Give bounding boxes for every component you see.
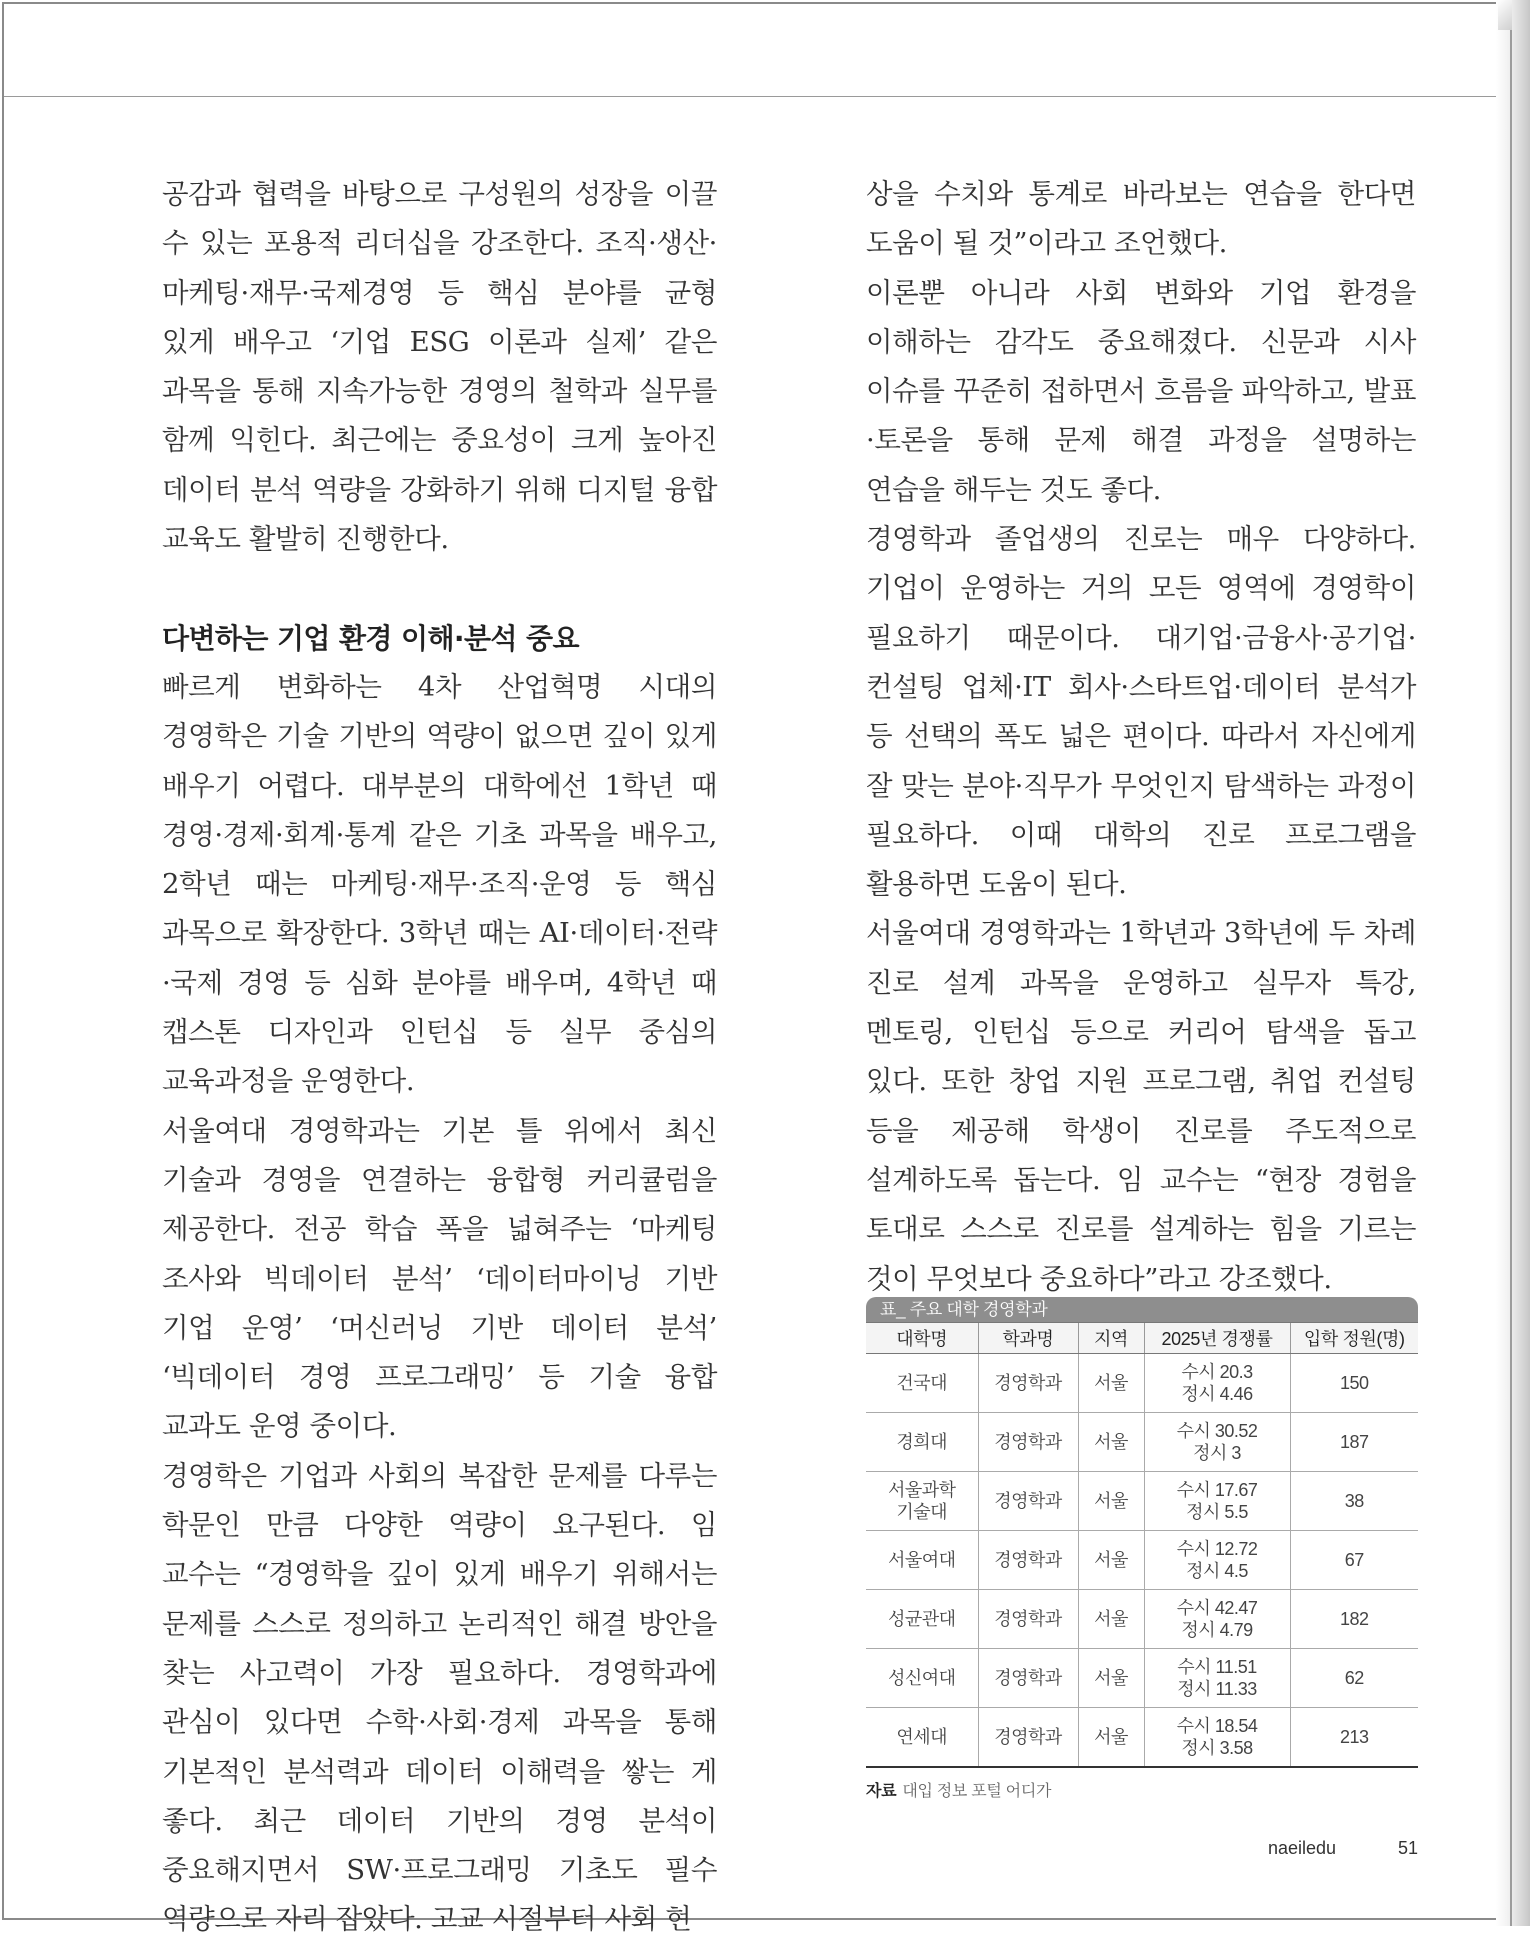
regular-rate: 정시 4.46	[1181, 1384, 1253, 1404]
competition-rate-cell	[1144, 1531, 1290, 1590]
regular-rate: 정시 4.79	[1181, 1620, 1253, 1640]
regular-rate: 정시 4.5	[1186, 1561, 1248, 1581]
table-row	[866, 1531, 1418, 1590]
region-cell: 서울	[1078, 1531, 1144, 1590]
footer-brand: naeiledu	[1268, 1838, 1337, 1858]
region-cell: 서울	[1078, 1649, 1144, 1708]
column-header: 2025년 경쟁률	[1144, 1323, 1290, 1354]
source-label: 자료	[866, 1783, 897, 1800]
page-number: 51	[1398, 1838, 1419, 1858]
table-source	[866, 1778, 1418, 1801]
regular-rate: 정시 3	[1193, 1443, 1241, 1463]
university-cell: 서울여대	[866, 1531, 978, 1590]
department-cell: 경영학과	[978, 1354, 1078, 1413]
quota-cell: 38	[1290, 1472, 1418, 1531]
region-cell: 서울	[1078, 1472, 1144, 1531]
body-paragraph: 빠르게 변화하는 4차 산업혁명 시대의 경영학은 기술 기반의 역량이 없으면 깊이 있게 배우기 어렵다. 대부분의 대학에선 1학년 때 경영·경제·회계·통계 같은 기초 과목을 배우고, 2학년 때는 마케팅·재무·조직·운영 등 핵심 과목으로 확장한다. 3학년 때는 AI·데이터·전략·국제 경영 등 심화 분야를 배우며, 4학년 때 캡스톤 디자인과 인턴십 등 실무 중심의 교육과정을 운영한다.	[162, 670, 717, 1098]
competition-rate-cell	[1144, 1708, 1290, 1768]
page-curl-shadow	[1496, 0, 1530, 1926]
quota-cell: 150	[1290, 1354, 1418, 1413]
early-rate: 수시 42.47	[1176, 1598, 1258, 1618]
section-spacer	[162, 564, 717, 613]
competition-rate-cell	[1144, 1649, 1290, 1708]
competition-rate-cell	[1144, 1354, 1290, 1413]
regular-rate: 정시 5.5	[1186, 1502, 1248, 1522]
body-paragraph: 경영학과 졸업생의 진로는 매우 다양하다. 기업이 운영하는 거의 모든 영역에 경영학이 필요하기 때문이다. 대기업·금융사·공기업·컨설팅 업체·IT 회사·스타트업·데이터 분석가 등 선택의 폭도 넓은 편이다. 따라서 자신에게 잘 맞는 분야·직무가 무엇인지 탐색하는 과정이 필요하다. 이때 대학의 진로 프로그램을 활용하면 도움이 된다.	[866, 523, 1416, 901]
body-paragraph: 경영학은 기업과 사회의 복잡한 문제를 다루는 학문인 만큼 다양한 역량이 요구된다. 임 교수는 “경영학을 깊이 있게 배우기 위해서는 문제를 스스로 정의하고 논리적인 해결 방안을 찾는 사고력이 가장 필요하다. 경영학과에 관심이 있다면 수학·사회·경제 과목을 통해 기본적인 분석력과 데이터 이해력을 쌓는 게 좋다. 최근 데이터 기반의 경영 분석이 중요해지면서 SW·프로그래밍 기초도 필수 역량으로 자리 잡았다. 고교 시절부터 사회 현	[162, 1459, 717, 1936]
table-row	[866, 1354, 1418, 1413]
university-cell: 서울과학 기술대	[866, 1472, 978, 1531]
university-table	[866, 1297, 1418, 1801]
competition-rate-cell	[1144, 1413, 1290, 1472]
early-rate: 수시 30.52	[1176, 1421, 1258, 1441]
competition-rate-cell	[1144, 1590, 1290, 1649]
body-paragraph: 공감과 협력을 바탕으로 구성원의 성장을 이끌 수 있는 포용적 리더십을 강조한다. 조직·생산·마케팅·재무·국제경영 등 핵심 분야를 균형 있게 배우고 ‘기업 ESG 이론과 실제’ 같은 과목을 통해 지속가능한 경영의 철학과 실무를 함께 익힌다. 최근에는 중요성이 크게 높아진 데이터 분석 역량을 강화하기 위해 디지털 융합 교육도 활발히 진행한다.	[162, 178, 717, 556]
region-cell: 서울	[1078, 1354, 1144, 1413]
table-row	[866, 1472, 1418, 1531]
table-row	[866, 1649, 1418, 1708]
source-text: 대입 정보 포털 어디가	[902, 1783, 1052, 1800]
body-paragraph: 이론뿐 아니라 사회 변화와 기업 환경을 이해하는 감각도 중요해졌다. 신문과 시사 이슈를 꾸준히 접하면서 흐름을 파악하고, 발표·토론을 통해 문제 해결 과정을 설명하는 연습을 해두는 것도 좋다.	[866, 276, 1416, 506]
header-rule	[4, 96, 1510, 97]
quota-cell: 182	[1290, 1590, 1418, 1649]
early-rate: 수시 11.51	[1177, 1657, 1257, 1677]
data-table	[866, 1322, 1418, 1768]
early-rate: 수시 18.54	[1176, 1716, 1258, 1736]
body-paragraph: 서울여대 경영학과는 1학년과 3학년에 두 차례 진로 설계 과목을 운영하고 실무자 특강, 멘토링, 인턴십 등으로 커리어 탐색을 돕고 있다. 또한 창업 지원 프로그램, 취업 컨설팅 등을 제공해 학생이 진로를 주도적으로 설계하도록 돕는다. 임 교수는 “현장 경험을 토대로 스스로 진로를 설계하는 힘을 기르는 것이 무엇보다 중요하다”라고 강조했다.	[866, 917, 1416, 1295]
table-header-row	[866, 1323, 1418, 1354]
column-header: 지역	[1078, 1323, 1144, 1354]
early-rate: 수시 17.67	[1176, 1480, 1258, 1500]
body-paragraph: 상을 수치와 통계로 바라보는 연습을 한다면 도움이 될 것”이라고 조언했다.	[866, 178, 1416, 260]
right-column	[866, 170, 1416, 1304]
column-header: 입학 정원(명)	[1290, 1323, 1418, 1354]
table-row	[866, 1413, 1418, 1472]
university-cell: 성신여대	[866, 1649, 978, 1708]
university-cell: 경희대	[866, 1413, 978, 1472]
regular-rate: 정시 11.33	[1177, 1679, 1257, 1699]
section-heading: 다변하는 기업 환경 이해·분석 중요	[162, 621, 579, 655]
quota-cell: 62	[1290, 1649, 1418, 1708]
region-cell: 서울	[1078, 1708, 1144, 1768]
region-cell: 서울	[1078, 1413, 1144, 1472]
column-header: 학과명	[978, 1323, 1078, 1354]
column-header: 대학명	[866, 1323, 978, 1354]
competition-rate-cell	[1144, 1472, 1290, 1531]
early-rate: 수시 20.3	[1181, 1362, 1253, 1382]
university-cell: 연세대	[866, 1708, 978, 1768]
page-edge	[1510, 0, 1512, 1926]
table-title: 표_ 주요 대학 경영학과	[866, 1297, 1418, 1322]
body-paragraph: 서울여대 경영학과는 기본 틀 위에서 최신 기술과 경영을 연결하는 융합형 커리큘럼을 제공한다. 전공 학습 폭을 넓혀주는 ‘마케팅 조사와 빅데이터 분석’ ‘데이터마이닝 기반 기업 운영’ ‘머신러닝 기반 데이터 분석’ ‘빅데이터 경영 프로그래밍’ 등 기술 융합 교과도 운영 중이다.	[162, 1114, 717, 1443]
page-corner	[1498, 0, 1512, 30]
department-cell: 경영학과	[978, 1531, 1078, 1590]
department-cell: 경영학과	[978, 1590, 1078, 1649]
quota-cell: 187	[1290, 1413, 1418, 1472]
early-rate: 수시 12.72	[1176, 1539, 1258, 1559]
department-cell: 경영학과	[978, 1649, 1078, 1708]
department-cell: 경영학과	[978, 1708, 1078, 1768]
table-row	[866, 1590, 1418, 1649]
university-cell: 성균관대	[866, 1590, 978, 1649]
regular-rate: 정시 3.58	[1181, 1738, 1253, 1758]
university-cell: 건국대	[866, 1354, 978, 1413]
department-cell: 경영학과	[978, 1472, 1078, 1531]
quota-cell: 213	[1290, 1708, 1418, 1768]
table-row	[866, 1708, 1418, 1768]
left-column	[162, 170, 717, 1945]
region-cell: 서울	[1078, 1590, 1144, 1649]
department-cell: 경영학과	[978, 1413, 1078, 1472]
quota-cell: 67	[1290, 1531, 1418, 1590]
